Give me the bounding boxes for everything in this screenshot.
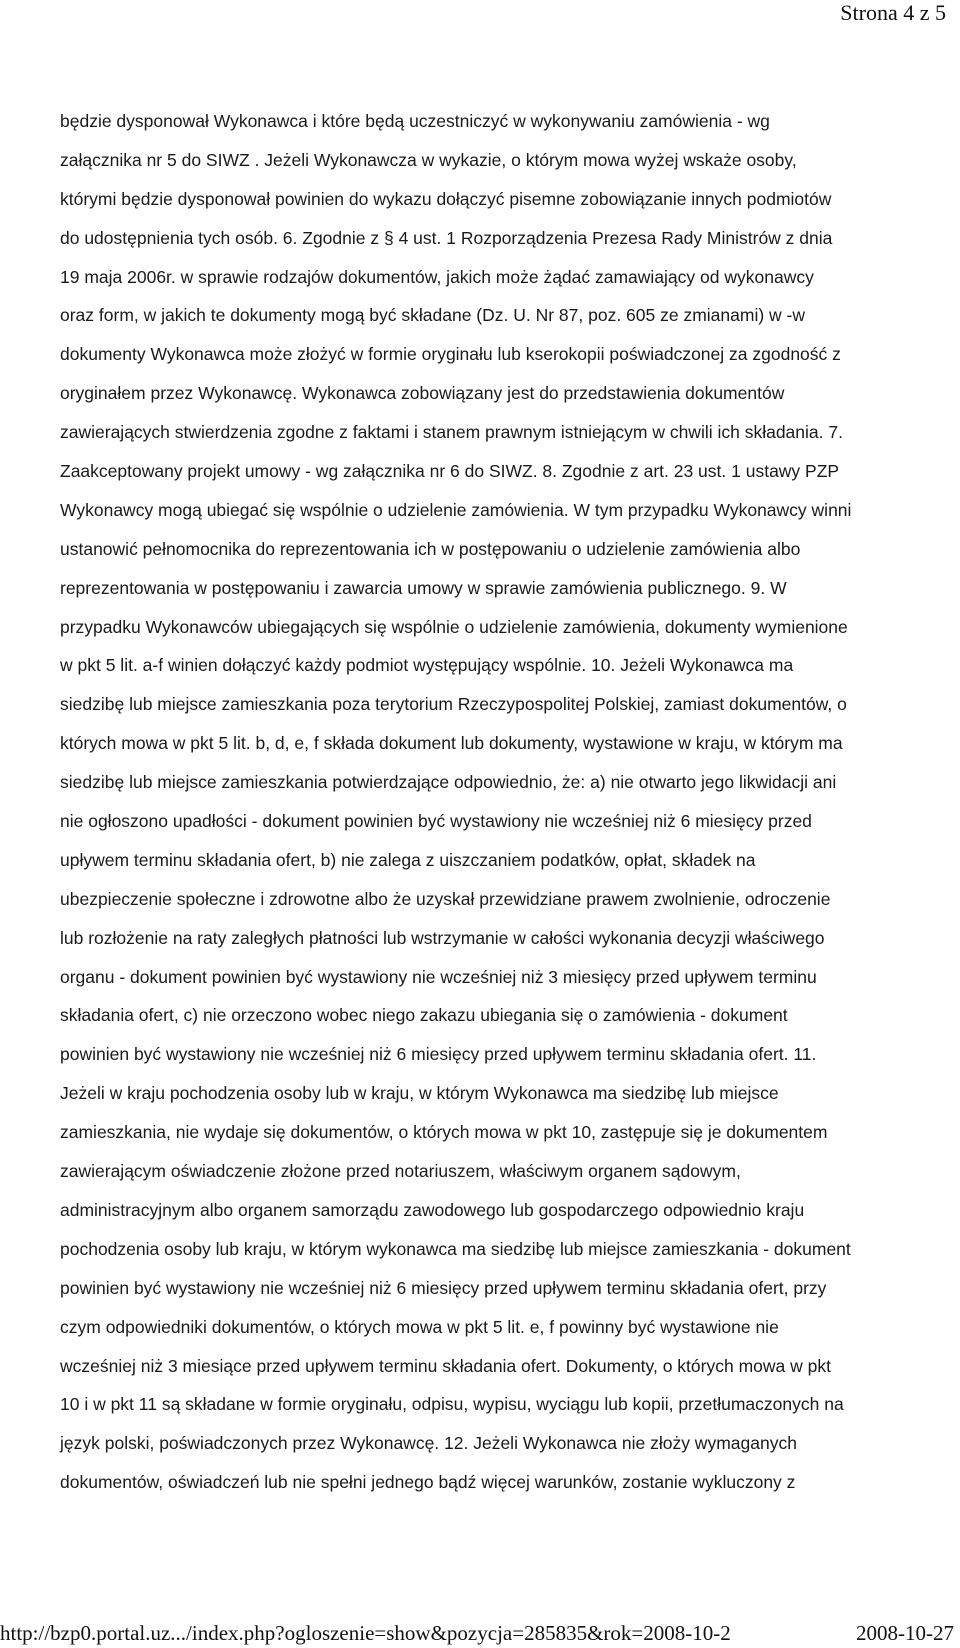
text-line: załącznika nr 5 do SIWZ . Jeżeli Wykonawcza w wykazie, o którym mowa wyżej wskaże osoby,: [60, 149, 797, 170]
text-line: 19 maja 2006r. w sprawie rodzajów dokumentów, jakich może żądać zamawiający od wykonawcy: [60, 266, 814, 287]
text-line: Zaakceptowany projekt umowy - wg załącznika nr 6 do SIWZ. 8. Zgodnie z art. 23 ust. 1 ustawy PZP: [60, 461, 840, 482]
text-line: oraz form, w jakich te dokumenty mogą być składane (Dz. U. Nr 87, poz. 605 ze zmianami) w -w: [60, 305, 805, 326]
text-line: w pkt 5 lit. a-f winien dołączyć każdy podmiot występujący wspólnie. 10. Jeżeli Wykonawca ma: [60, 655, 794, 676]
text-line: 10 i w pkt 11 są składane w formie oryginału, odpisu, wypisu, wyciągu lub kopii, przetłumaczonych na: [60, 1394, 844, 1415]
text-line: którymi będzie dysponował powinien do wykazu dołączyć pisemne zobowiązanie innych podmiotów: [60, 188, 832, 209]
footer-url-link[interactable]: http://bzp0.portal.uz.../index.php?ogloszenie=show&pozycja=285835&rok=2008-10-2: [0, 1621, 731, 1645]
text-line: wcześniej niż 3 miesiące przed upływem terminu składania ofert. Dokumenty, o których mowa w pkt: [60, 1355, 831, 1376]
text-line: zamieszkania, nie wydaje się dokumentów, o których mowa w pkt 10, zastępuje się je dokumentem: [60, 1122, 828, 1143]
text-line: ubezpieczenie społeczne i zdrowotne albo że uzyskał przewidziane prawem zwolnienie, odroczenie: [60, 888, 831, 909]
text-line: siedzibę lub miejsce zamieszkania poza terytorium Rzeczypospolitej Polskiej, zamiast dokumentów, o: [60, 694, 847, 715]
text-line: siedzibę lub miejsce zamieszkania potwierdzające odpowiednio, że: a) nie otwarto jego likwidacji ani: [60, 772, 837, 793]
document-body: [60, 102, 960, 1502]
text-line: powinien być wystawiony nie wcześniej niż 6 miesięcy przed upływem terminu składania ofert, przy: [60, 1277, 827, 1298]
text-line: dokumenty Wykonawca może złożyć w formie oryginału lub kserokopii poświadczonej za zgodność z: [60, 344, 841, 365]
text-line: organu - dokument powinien być wystawiony nie wcześniej niż 3 miesięcy przed upływem terminu: [60, 966, 817, 987]
text-line: oryginałem przez Wykonawcę. Wykonawca zobowiązany jest do przedstawienia dokumentów: [60, 383, 785, 404]
text-line: upływem terminu składania ofert, b) nie zalega z uiszczaniem podatków, opłat, składek na: [60, 849, 756, 870]
text-line: do udostępnienia tych osób. 6. Zgodnie z § 4 ust. 1 Rozporządzenia Prezesa Rady Ministrów z dnia: [60, 227, 833, 248]
page-footer: [0, 1618, 960, 1648]
text-line: Wykonawcy mogą ubiegać się wspólnie o udzielenie zamówienia. W tym przypadku Wykonawcy winni: [60, 499, 852, 520]
footer-date: 2008-10-27: [856, 1621, 954, 1645]
text-line: zawierającym oświadczenie złożone przed notariuszem, właściwym organem sądowym,: [60, 1161, 741, 1182]
text-line: będzie dysponował Wykonawca i które będą uczestniczyć w wykonywaniu zamówienia - wg: [60, 111, 770, 131]
text-line: pochodzenia osoby lub kraju, w którym wykonawca ma siedzibę lub miejsce zamieszkania - dokument: [60, 1238, 851, 1259]
page-number-indicator: Strona 4 z 5: [840, 0, 946, 25]
text-line: składania ofert, c) nie orzeczono wobec niego zakazu ubiegania się o zamówienia - dokument: [60, 1005, 788, 1026]
text-line: administracyjnym albo organem samorządu zawodowego lub gospodarczego odpowiednio kraju: [60, 1199, 805, 1220]
text-line: nie ogłoszono upadłości - dokument powinien być wystawiony nie wcześniej niż 6 miesięcy przed: [60, 811, 812, 832]
text-line: przypadku Wykonawców ubiegających się wspólnie o udzielenie zamówienia, dokumenty wymienione: [60, 616, 848, 637]
text-line: lub rozłożenie na raty zaległych płatności lub wstrzymanie w całości wykonania decyzji właściwego: [60, 927, 825, 948]
text-line: język polski, poświadczonych przez Wykonawcę. 12. Jeżeli Wykonawca nie złoży wymaganych: [60, 1433, 797, 1454]
text-line: zawierających stwierdzenia zgodne z faktami i stanem prawnym istniejącym w chwili ich składania. 7.: [60, 422, 843, 443]
text-line: powinien być wystawiony nie wcześniej niż 6 miesięcy przed upływem terminu składania ofert. 11.: [60, 1044, 817, 1065]
text-line: reprezentowania w postępowaniu i zawarcia umowy w sprawie zamówienia publicznego. 9. W: [60, 577, 787, 598]
text-line: Jeżeli w kraju pochodzenia osoby lub w kraju, w którym Wykonawca ma siedzibę lub miejsce: [60, 1083, 779, 1104]
text-line: czym odpowiedniki dokumentów, o których mowa w pkt 5 lit. e, f powinny być wystawione nie: [60, 1316, 779, 1337]
text-line: ustanowić pełnomocnika do reprezentowania ich w postępowaniu o udzielenie zamówienia albo: [60, 538, 801, 559]
text-line: których mowa w pkt 5 lit. b, d, e, f składa dokument lub dokumenty, wystawione w kraju, w którym ma: [60, 733, 843, 754]
text-line: dokumentów, oświadczeń lub nie spełni jednego bądź więcej warunków, zostanie wykluczony z: [60, 1472, 796, 1493]
